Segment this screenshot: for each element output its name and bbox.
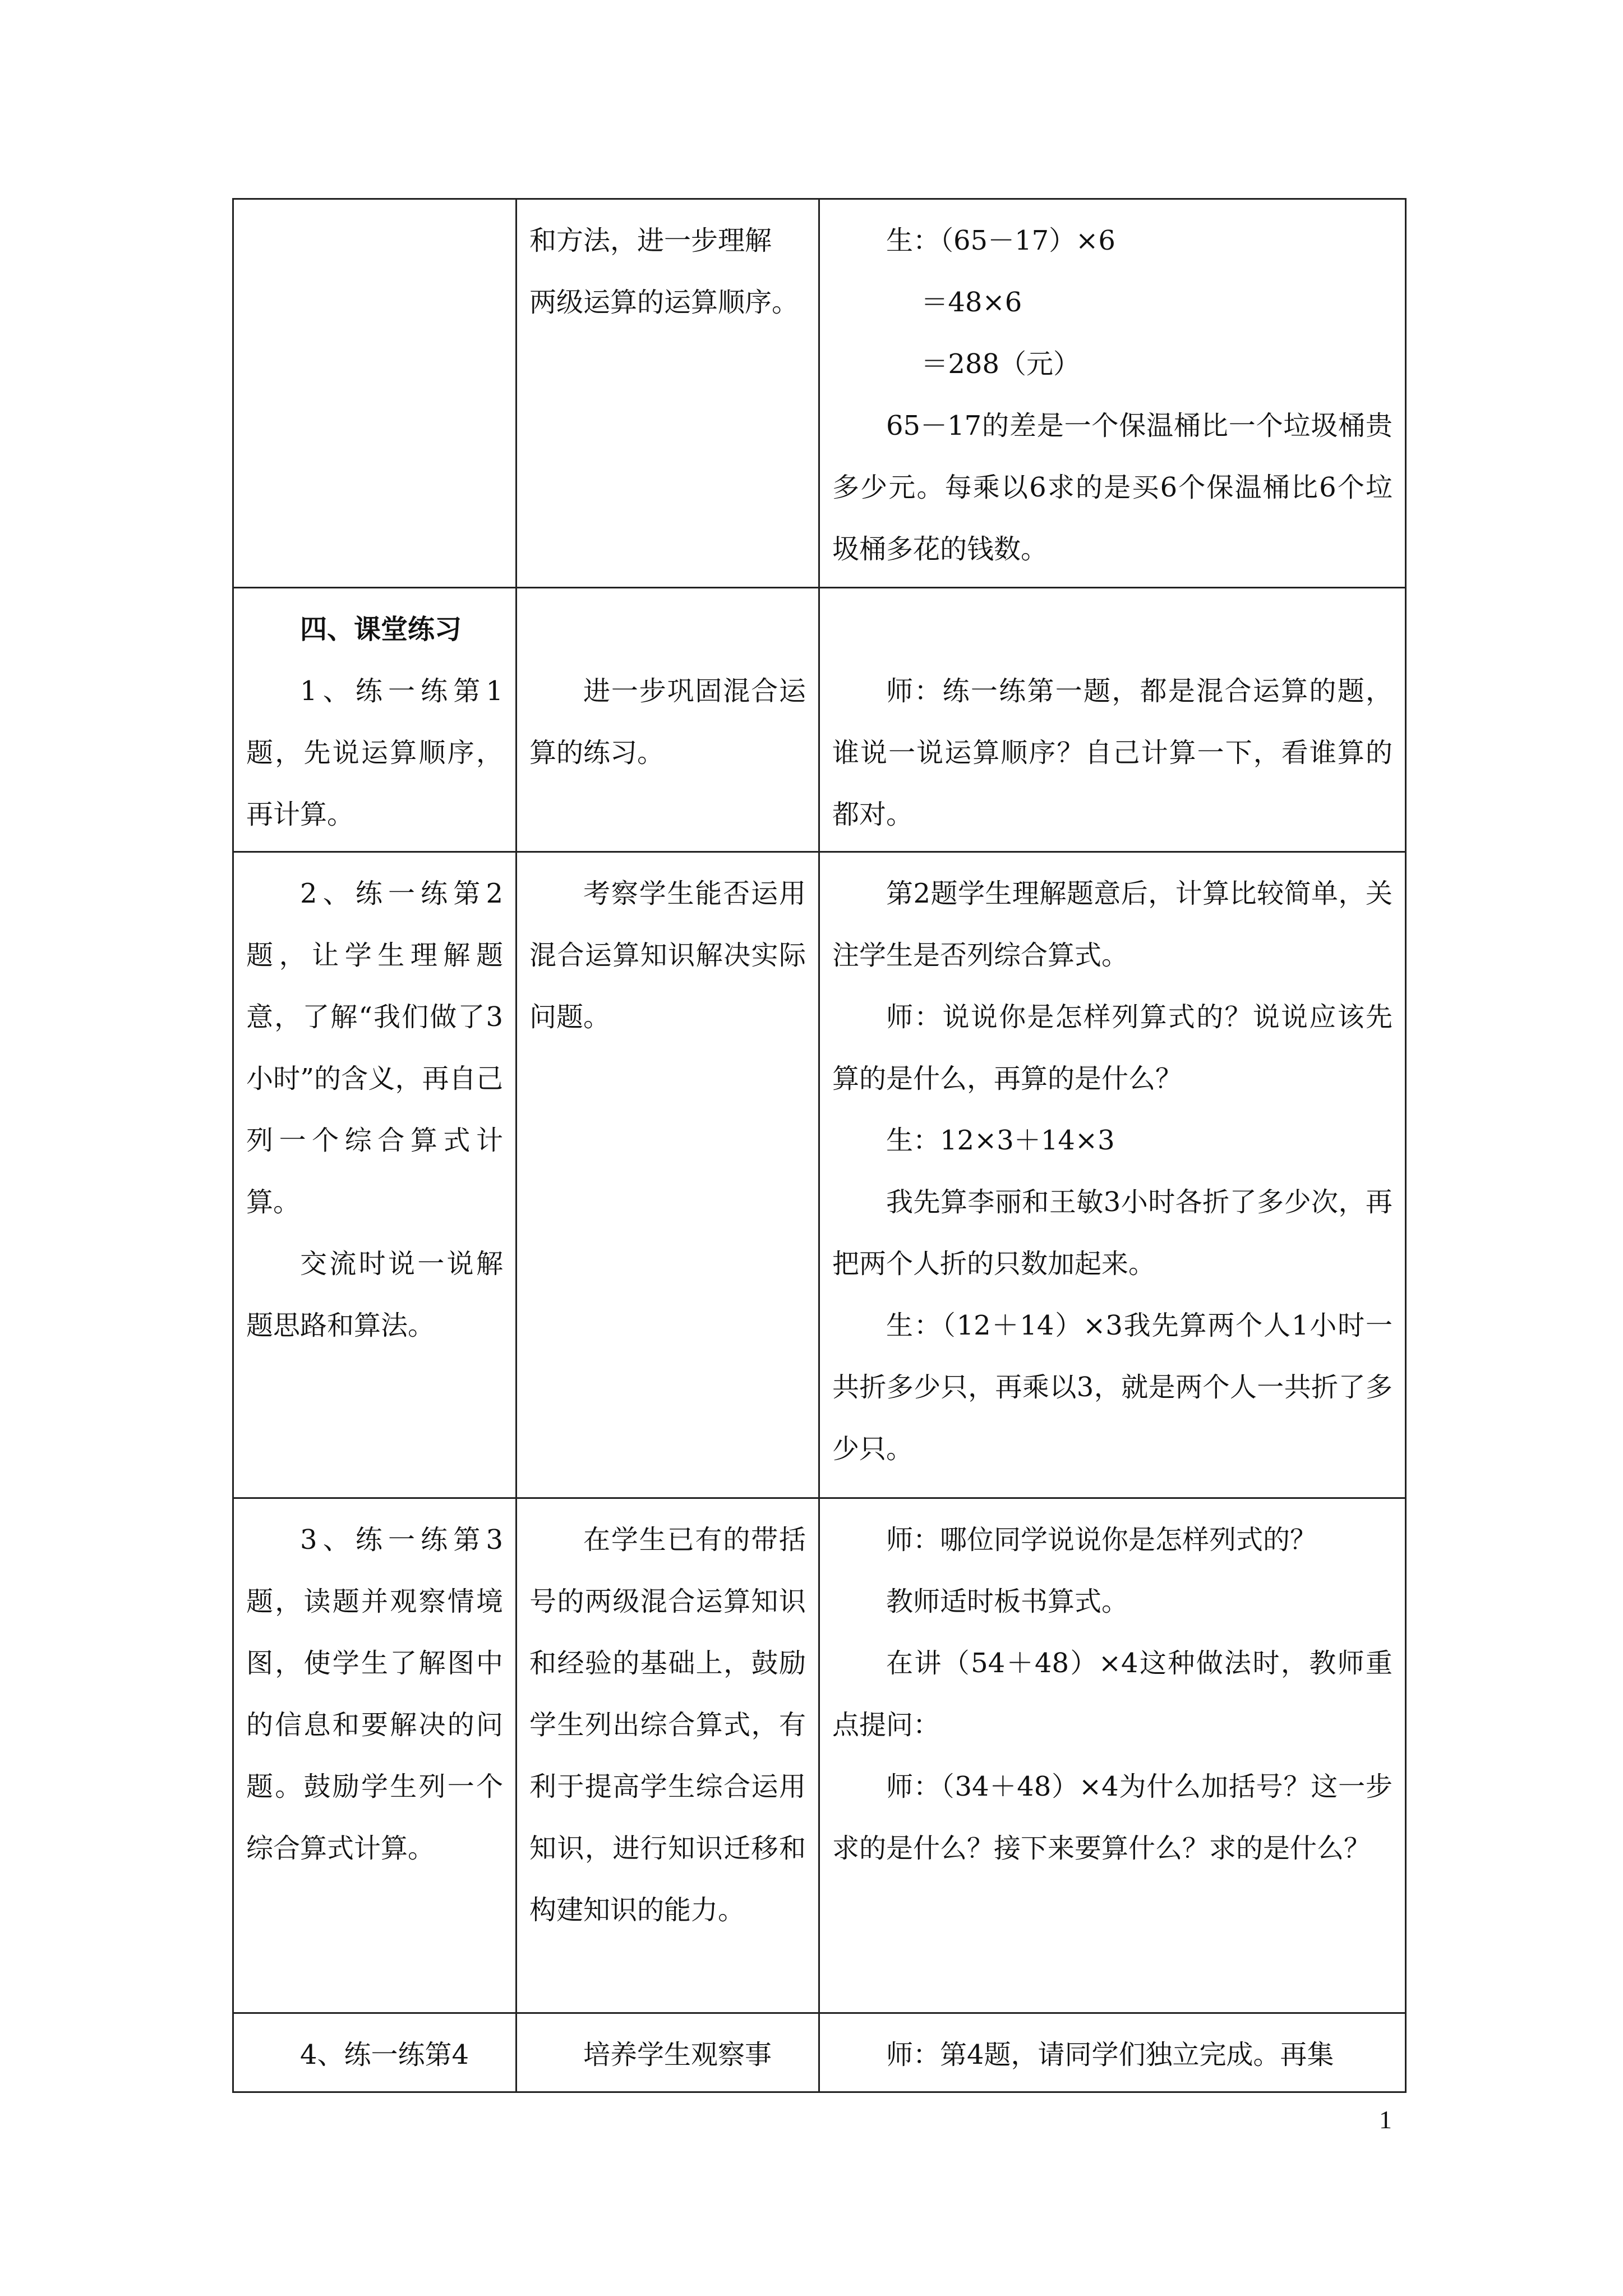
intent-paragraph: 考察学生能否运用混合运算知识解决实际问题。 xyxy=(529,878,806,1033)
section-heading: 四、课堂练习 xyxy=(300,614,462,645)
dialogue-paragraph: 生：（65－17）×6 xyxy=(886,225,1115,256)
table-row xyxy=(233,2013,1406,2092)
dialogue-paragraph: 生：12×3＋14×3 xyxy=(886,1125,1115,1156)
activity-paragraph: 3、练一练第3题，读题并观察情境图，使学生了解图中的信息和要解决的问题。鼓励学生列一个综合算式计算。 xyxy=(246,1524,503,1864)
activity-paragraph: 交流时说一说解题思路和算法。 xyxy=(246,1248,503,1341)
activity-cell xyxy=(233,588,517,852)
dialogue-paragraph: 教师适时板书算式。 xyxy=(886,1586,1129,1617)
dialogue-paragraph: 生：（12＋14）×3我先算两个人1小时一共折多少只，再乘以3，就是两个人一共折了多少只。 xyxy=(832,1310,1393,1465)
dialogue-cell xyxy=(819,199,1406,588)
intent-cell xyxy=(517,852,819,1498)
activity-cell xyxy=(233,199,517,588)
lesson-plan-table xyxy=(232,198,1407,2093)
table-row xyxy=(233,1498,1406,2013)
dialogue-cell xyxy=(819,2013,1406,2092)
dialogue-paragraph: 师：说说你是怎样列算式的？说说应该先算的是什么，再算的是什么？ xyxy=(832,1001,1393,1094)
dialogue-paragraph: 我先算李丽和王敏3小时各折了多少次，再把两个人折的只数加起来。 xyxy=(832,1186,1393,1280)
intent-paragraph: 两级运算的运算顺序。 xyxy=(529,287,799,318)
intent-paragraph: 培养学生观察事 xyxy=(583,2039,772,2070)
intent-cell xyxy=(517,588,819,852)
intent-cell xyxy=(517,1498,819,2013)
table-row xyxy=(233,588,1406,852)
page-number: 1 xyxy=(1379,2105,1392,2134)
intent-paragraph: 和方法，进一步理解 xyxy=(529,225,772,256)
intent-cell xyxy=(517,199,819,588)
dialogue-paragraph: 师：练一练第一题，都是混合运算的题，谁说一说运算顺序？自己计算一下，看谁算的都对。 xyxy=(832,675,1393,830)
activity-paragraph: 2、练一练第2题，让学生理解题意，了解“我们做了3小时”的含义，再自己列一个综合算式计算。 xyxy=(246,878,503,1218)
activity-cell xyxy=(233,852,517,1498)
dialogue-paragraph: 师：第4题，请同学们独立完成。再集 xyxy=(886,2039,1334,2070)
dialogue-cell xyxy=(819,852,1406,1498)
dialogue-paragraph: 在讲（54＋48）×4这种做法时，教师重点提问： xyxy=(832,1648,1393,1741)
table-row xyxy=(233,199,1406,588)
dialogue-paragraph: 师：（34＋48）×4为什么加括号？这一步求的是什么？接下来要算什么？求的是什么？ xyxy=(832,1771,1393,1864)
dialogue-cell xyxy=(819,588,1406,852)
activity-paragraph: 4、练一练第4 xyxy=(300,2039,469,2070)
intent-cell xyxy=(517,2013,819,2092)
intent-paragraph: 在学生已有的带括号的两级混合运算知识和经验的基础上，鼓励学生列出综合算式，有利于提高学生综合运用知识，进行知识迁移和构建知识的能力。 xyxy=(529,1524,806,1926)
activity-paragraph: 1、练一练第1题，先说运算顺序，再计算。 xyxy=(246,675,503,830)
intent-paragraph: 进一步巩固混合运算的练习。 xyxy=(529,675,806,769)
dialogue-paragraph: ＝48×6 xyxy=(921,287,1022,318)
activity-cell xyxy=(233,2013,517,2092)
dialogue-paragraph: 第2题学生理解题意后，计算比较简单，关注学生是否列综合算式。 xyxy=(832,878,1393,971)
dialogue-paragraph: 师：哪位同学说说你是怎样列式的？ xyxy=(886,1524,1317,1556)
dialogue-paragraph: ＝288（元） xyxy=(921,348,1081,380)
activity-cell xyxy=(233,1498,517,2013)
dialogue-cell xyxy=(819,1498,1406,2013)
table-row xyxy=(233,852,1406,1498)
dialogue-paragraph: 65－17的差是一个保温桶比一个垃圾桶贵多少元。每乘以6求的是买6个保温桶比6个垃圾桶多花的钱数。 xyxy=(832,410,1393,565)
